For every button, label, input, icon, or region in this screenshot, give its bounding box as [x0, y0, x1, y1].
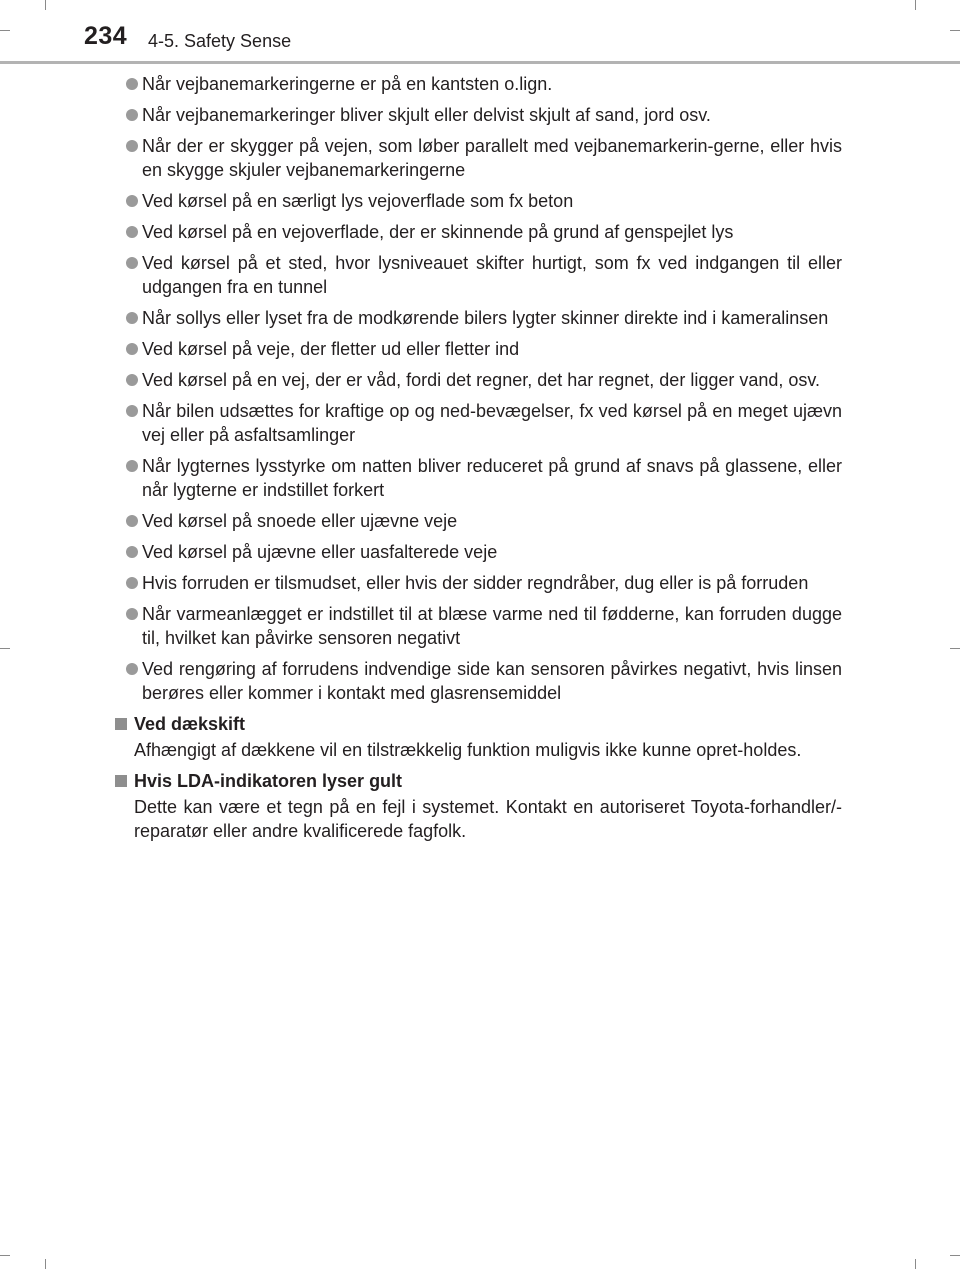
section-tire-change — [112, 712, 842, 762]
section-heading-text: Ved dækskift — [134, 714, 246, 734]
page-number: 234 — [84, 22, 128, 50]
section-lda-indicator — [112, 769, 842, 843]
page-header — [0, 0, 960, 62]
bullet-item — [112, 251, 842, 299]
bullet-text: Når varmeanlægget er indstillet til at blæse varme ned til fødderne, kan forruden dugge til, hvilket kan påvirke sensoren negativt — [142, 604, 842, 648]
bullet-item — [112, 368, 842, 392]
bullet-dot-icon — [126, 195, 138, 207]
bullet-text: Når sollys eller lyset fra de modkørende bilers lygter skinner direkte ind i kameralinsen — [142, 308, 829, 328]
bullet-dot-icon — [126, 515, 138, 527]
bullet-dot-icon — [126, 226, 138, 238]
bullet-item — [112, 220, 842, 244]
crop-mark — [45, 1259, 46, 1269]
square-bullet-icon — [115, 718, 127, 730]
crop-mark — [950, 648, 960, 649]
bullet-text: Ved kørsel på en vejoverflade, der er skinnende på grund af genspejlet lys — [142, 222, 734, 242]
section-heading — [112, 769, 842, 793]
bullet-item — [112, 509, 842, 533]
bullet-item — [112, 306, 842, 330]
bullet-dot-icon — [126, 405, 138, 417]
bullet-dot-icon — [126, 577, 138, 589]
bullet-dot-icon — [126, 109, 138, 121]
bullet-text: Ved kørsel på en særligt lys vejoverflade som fx beton — [142, 191, 574, 211]
bullet-dot-icon — [126, 663, 138, 675]
section-heading-text: Hvis LDA-indikatoren lyser gult — [134, 771, 403, 791]
bullet-dot-icon — [126, 374, 138, 386]
crop-mark — [950, 1255, 960, 1256]
bullet-dot-icon — [126, 460, 138, 472]
bullet-item — [112, 337, 842, 361]
bullet-dot-icon — [126, 257, 138, 269]
bullet-item — [112, 602, 842, 650]
bullet-text: Hvis forruden er tilsmudset, eller hvis der sidder regndråber, dug eller is på forruden — [142, 573, 809, 593]
bullet-item — [112, 103, 842, 127]
bullet-text: Ved kørsel på et sted, hvor lysniveauet skifter hurtigt, som fx ved indgangen til eller udgangen fra en tunnel — [142, 253, 842, 297]
bullet-text: Når bilen udsættes for kraftige op og ned-bevægelser, fx ved kørsel på en meget ujævn vej eller på asfaltsamlinger — [142, 401, 842, 445]
section-heading — [112, 712, 842, 736]
bullet-text: Ved kørsel på ujævne eller uasfalterede veje — [142, 542, 498, 562]
crop-mark — [0, 648, 10, 649]
page-content — [112, 72, 842, 850]
bullet-text: Ved rengøring af forrudens indvendige side kan sensoren påvirkes negativt, hvis linsen berøres eller kommer i kontakt med glasrensemiddel — [142, 659, 842, 703]
bullet-item — [112, 134, 842, 182]
crop-mark — [915, 1259, 916, 1269]
bullet-text: Ved kørsel på snoede eller ujævne veje — [142, 511, 458, 531]
bullet-dot-icon — [126, 343, 138, 355]
bullet-text: Når vejbanemarkeringer bliver skjult eller delvist skjult af sand, jord osv. — [142, 105, 711, 125]
bullet-dot-icon — [126, 78, 138, 90]
section-title: 4-5. Safety Sense — [148, 31, 292, 51]
crop-mark — [0, 1255, 10, 1256]
section-body: Dette kan være et tegn på en fejl i systemet. Kontakt en autoriseret Toyota-forhandler/-reparatør eller andre kvalificerede fagfolk. — [134, 797, 842, 841]
bullet-item — [112, 571, 842, 595]
bullet-item — [112, 189, 842, 213]
bullet-text: Når vejbanemarkeringerne er på en kantsten o.lign. — [142, 74, 553, 94]
bullet-dot-icon — [126, 546, 138, 558]
bullet-item — [112, 540, 842, 564]
bullet-item — [112, 399, 842, 447]
bullet-item — [112, 72, 842, 96]
bullet-text: Ved kørsel på veje, der fletter ud eller fletter ind — [142, 339, 520, 359]
bullet-dot-icon — [126, 312, 138, 324]
bullet-dot-icon — [126, 140, 138, 152]
header-rule — [0, 61, 960, 64]
bullet-item — [112, 657, 842, 705]
bullet-item — [112, 454, 842, 502]
bullet-dot-icon — [126, 608, 138, 620]
bullet-text: Ved kørsel på en vej, der er våd, fordi det regner, det har regnet, der ligger vand, osv. — [142, 370, 821, 390]
bullet-text: Når der er skygger på vejen, som løber parallelt med vejbanemarkerin-gerne, eller hvis en skygge skjuler vejbanemarkeringerne — [142, 136, 842, 180]
bullet-text: Når lygternes lysstyrke om natten bliver reduceret på grund af snavs på glassene, eller når lygterne er indstillet forkert — [142, 456, 842, 500]
section-body: Afhængigt af dækkene vil en tilstrækkelig funktion muligvis ikke kunne opret-holdes. — [134, 740, 802, 760]
square-bullet-icon — [115, 775, 127, 787]
